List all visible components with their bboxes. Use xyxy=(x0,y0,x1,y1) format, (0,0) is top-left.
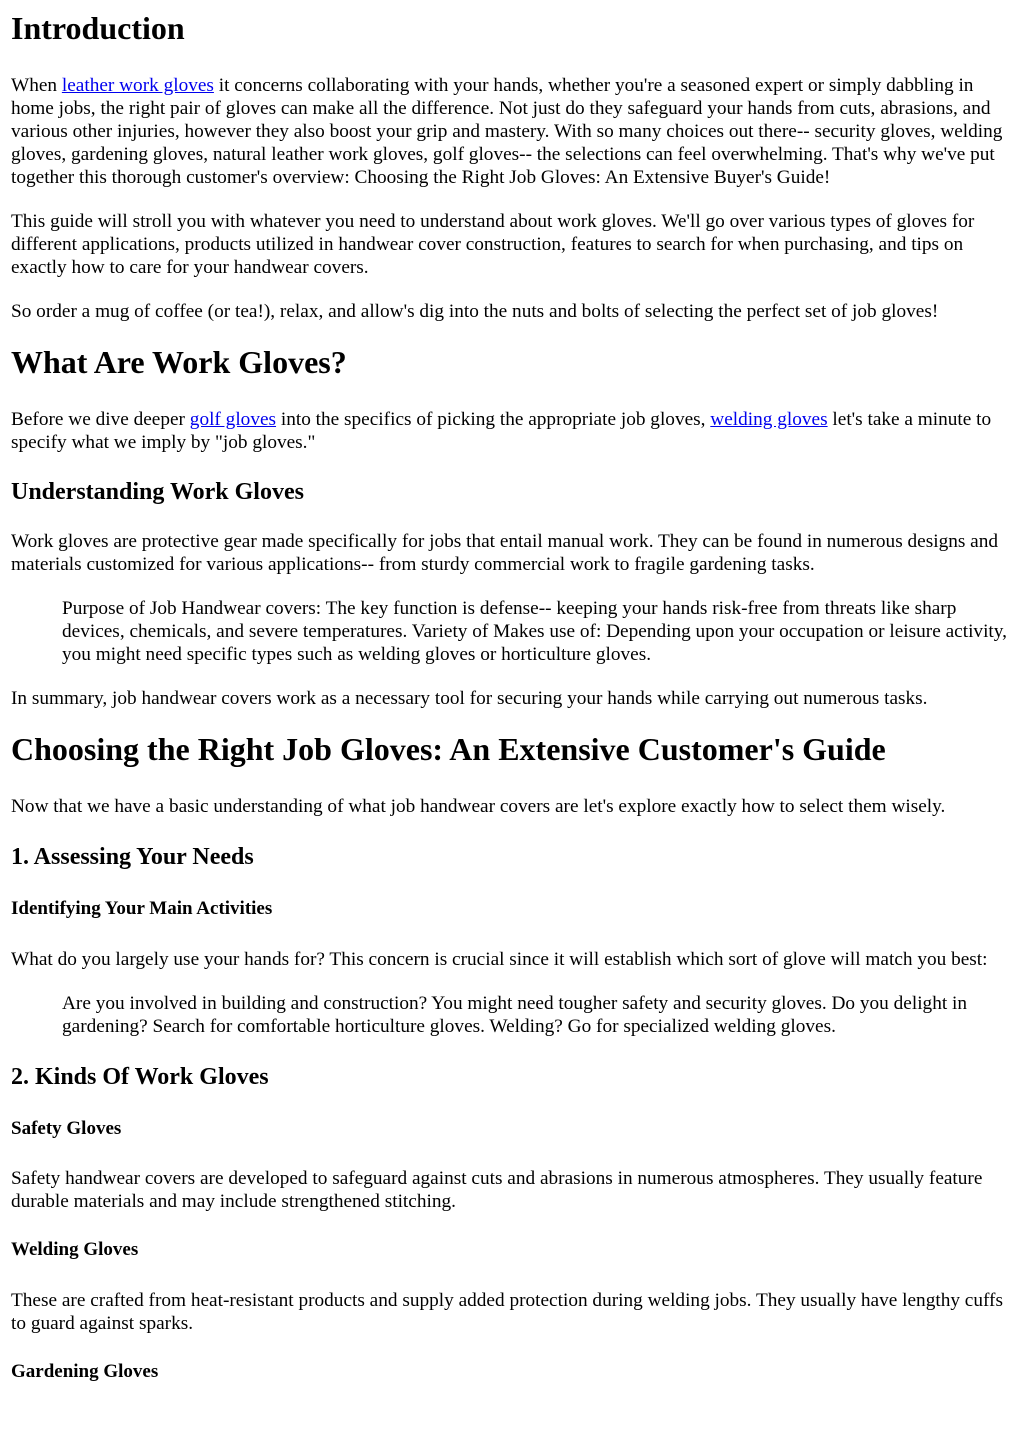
what-paragraph-1 xyxy=(11,408,1014,454)
intro-p1-after: it concerns collaborating with your hands, whether you're a seasoned expert or simply dabbling in home jobs, the right pair of gloves can make all the difference. Not just do they safeguard your hands from cuts, abrasions, and various other injuries, however they also boost your grip and mastery. With so many choices out there-- security gloves, welding gloves, gardening gloves, natural leather work gloves, golf gloves-- the selections can feel overwhelming. That's why we've put together this thorough customer's overview: Choosing the Right Job Gloves: An Extensive Buyer's Guide! xyxy=(11,74,1003,188)
intro-paragraph-1 xyxy=(11,74,1014,189)
what-p1-before: Before we dive deeper xyxy=(11,408,190,430)
assessing-needs-heading: 1. Assessing Your Needs xyxy=(11,844,254,871)
what-paragraph-3: In summary, job handwear covers work as a necessary tool for securing your hands while carrying out numerous tasks. xyxy=(11,688,928,710)
what-heading: What Are Work Gloves? xyxy=(11,343,347,380)
leather-work-gloves-link[interactable]: leather work gloves xyxy=(61,74,214,96)
purpose-quote: Purpose of Job Handwear covers: The key function is defense-- keeping your hands risk-free from threats like sharp devices, chemicals, and severe temperatures. Variety of Makes use of: Depending upon your occupation or leisure activity, you might need specific types such as welding gloves or horticulture gloves. xyxy=(62,598,1007,666)
choosing-paragraph-1: Now that we have a basic understanding of what job handwear covers are let's explore exactly how to select them wisely. xyxy=(11,796,946,818)
welding-gloves-heading: Welding Gloves xyxy=(11,1239,139,1261)
what-p1-after: let's take a minute to specify what we imply by "job gloves." xyxy=(11,408,992,453)
intro-heading: Introduction xyxy=(11,10,185,46)
safety-paragraph: Safety handwear covers are developed to safeguard against cuts and abrasions in numerous atmospheres. They usually feature durable materials and may include strengthened stitching. xyxy=(11,1168,983,1213)
choosing-heading: Choosing the Right Job Gloves: An Extensive Customer's Guide xyxy=(11,731,886,768)
intro-p1-before: When xyxy=(11,74,62,96)
activities-paragraph: What do you largely use your hands for? This concern is crucial since it will establish which sort of glove will match you best: xyxy=(11,948,988,970)
what-paragraph-2: Work gloves are protective gear made specifically for jobs that entail manual work. They can be found in numerous designs and materials customized for various applications-- from sturdy commercial work to fragile gardening tasks. xyxy=(11,531,999,576)
main-activities-heading: Identifying Your Main Activities xyxy=(11,897,273,919)
intro-paragraph-2: This guide will stroll you with whatever you need to understand about work gloves. We'll go over various types of gloves for different applications, products utilized in handwear cover construction, features to search for when purchasing, and tips on exactly how to care for your handwear covers. xyxy=(11,210,975,278)
article xyxy=(0,10,1024,1384)
golf-gloves-link[interactable]: golf gloves xyxy=(189,408,277,430)
welding-paragraph: These are crafted from heat-resistant products and supply added protection during welding jobs. They usually have lengthy cuffs to guard against sparks. xyxy=(11,1290,1003,1335)
kinds-heading: 2. Kinds Of Work Gloves xyxy=(11,1063,269,1090)
what-p1-middle: into the specifics of picking the appropriate job gloves, xyxy=(276,408,711,430)
gardening-gloves-heading: Gardening Gloves xyxy=(11,1361,159,1383)
intro-paragraph-3: So order a mug of coffee (or tea!), relax, and allow's dig into the nuts and bolts of selecting the perfect set of job gloves! xyxy=(11,300,939,322)
activities-quote: Are you involved in building and construction? You might need tougher safety and security gloves. Do you delight in gardening? Search for comfortable horticulture gloves. Welding? Go for specialized welding gloves. xyxy=(62,992,968,1037)
safety-gloves-heading: Safety Gloves xyxy=(11,1117,122,1139)
understanding-heading: Understanding Work Gloves xyxy=(11,478,304,505)
welding-gloves-link[interactable]: welding gloves xyxy=(710,408,828,430)
